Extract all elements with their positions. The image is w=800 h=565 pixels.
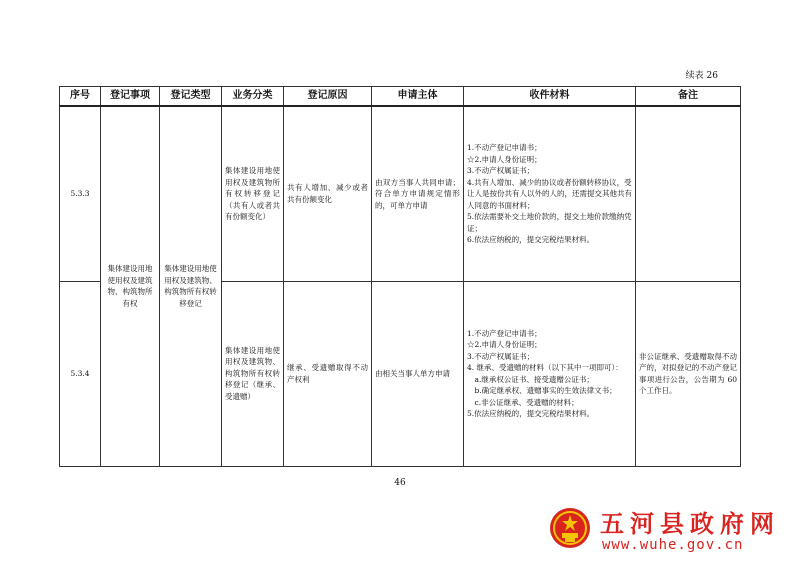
page-number: 46 bbox=[394, 478, 406, 488]
material-item: 3.不动产权属证书； bbox=[467, 166, 535, 175]
material-item: 5.依法应纳税的，提交完税结果材料。 bbox=[467, 409, 595, 418]
material-item: ☆2.申请人身份证明； bbox=[467, 340, 542, 349]
business-category-cell: 集体建设用地使用权及建筑物、构筑物所有权转移登记（继承、受遗赠） bbox=[222, 281, 284, 466]
registration-item-cell: 集体建设用地使用权及建筑物、构筑物所有权 bbox=[101, 106, 160, 466]
site-url: www.wuhe.gov.cn bbox=[602, 537, 744, 553]
header-applicant: 申请主体 bbox=[372, 87, 464, 107]
header-business-category: 业务分类 bbox=[222, 87, 284, 107]
materials-cell bbox=[464, 106, 636, 281]
serial-no-cell: 5.3.3 bbox=[60, 106, 101, 281]
registration-reason-cell: 共有人增加、减少或者共有份额变化 bbox=[284, 106, 372, 281]
material-item: a.继承权公证书、接受遗赠公证书； bbox=[467, 374, 594, 384]
site-watermark bbox=[548, 500, 788, 560]
material-item: 4.共有人增加、减少的协议或者份额转移协议，受让人是按份共有人以外的人的，还需提交其他共有人同意的书面材料； bbox=[467, 177, 632, 210]
material-item: 1.不动产登记申请书； bbox=[467, 143, 542, 152]
registration-type-cell: 集体建设用地使用权及建筑物、构筑物所有权转移登记 bbox=[160, 106, 222, 466]
table-row bbox=[60, 106, 741, 281]
materials-cell bbox=[464, 281, 636, 466]
site-name: 五河县政府网 bbox=[600, 510, 780, 538]
header-materials: 收件材料 bbox=[464, 87, 636, 107]
applicant-cell: 由相关当事人单方申请 bbox=[372, 281, 464, 466]
business-category-cell: 集体建设用地使用权及建筑物所有权转移登记（共有人或者共有份额变化） bbox=[222, 106, 284, 281]
header-registration-reason: 登记原因 bbox=[284, 87, 372, 107]
material-item: 6.依法应纳税的，提交完税结果材料。 bbox=[467, 235, 595, 244]
material-item: 3.不动产权属证书； bbox=[467, 351, 535, 361]
national-emblem-icon bbox=[548, 506, 592, 550]
registration-reason-cell: 继承、受遗赠取得不动产权利 bbox=[284, 281, 372, 466]
header-remarks: 备注 bbox=[636, 87, 741, 107]
header-registration-item: 登记事项 bbox=[101, 87, 160, 107]
remarks-cell bbox=[636, 106, 741, 281]
material-item: 4. 继承、受遗赠的材料（以下其中一项即可）： bbox=[467, 363, 623, 372]
material-item: ☆2.申请人身份证明； bbox=[467, 154, 542, 164]
serial-no-cell: 5.3.4 bbox=[60, 281, 101, 466]
material-item: 5.依法需要补交土地价款的，提交土地价款缴纳凭证； bbox=[467, 212, 632, 233]
header-serial-no: 序号 bbox=[60, 87, 101, 107]
applicant-cell: 由双方当事人共同申请；符合单方申请规定情形的，可单方申请 bbox=[372, 106, 464, 281]
material-item: c.非公证继承、受遗赠的材料； bbox=[467, 397, 579, 407]
table-header-row bbox=[60, 87, 741, 107]
registration-table bbox=[59, 86, 741, 467]
material-item: 1.不动产登记申请书； bbox=[467, 328, 542, 338]
remarks-cell: 非公证继承、受遗赠取得不动产的，对拟登记的不动产登记事项进行公告，公告期为 60 个工作日。 bbox=[636, 281, 741, 466]
continued-table-label: 续表 26 bbox=[685, 71, 718, 81]
header-registration-type: 登记类型 bbox=[160, 87, 222, 107]
material-item: b.确定继承权、遗赠事实的生效法律文书； bbox=[467, 386, 617, 395]
